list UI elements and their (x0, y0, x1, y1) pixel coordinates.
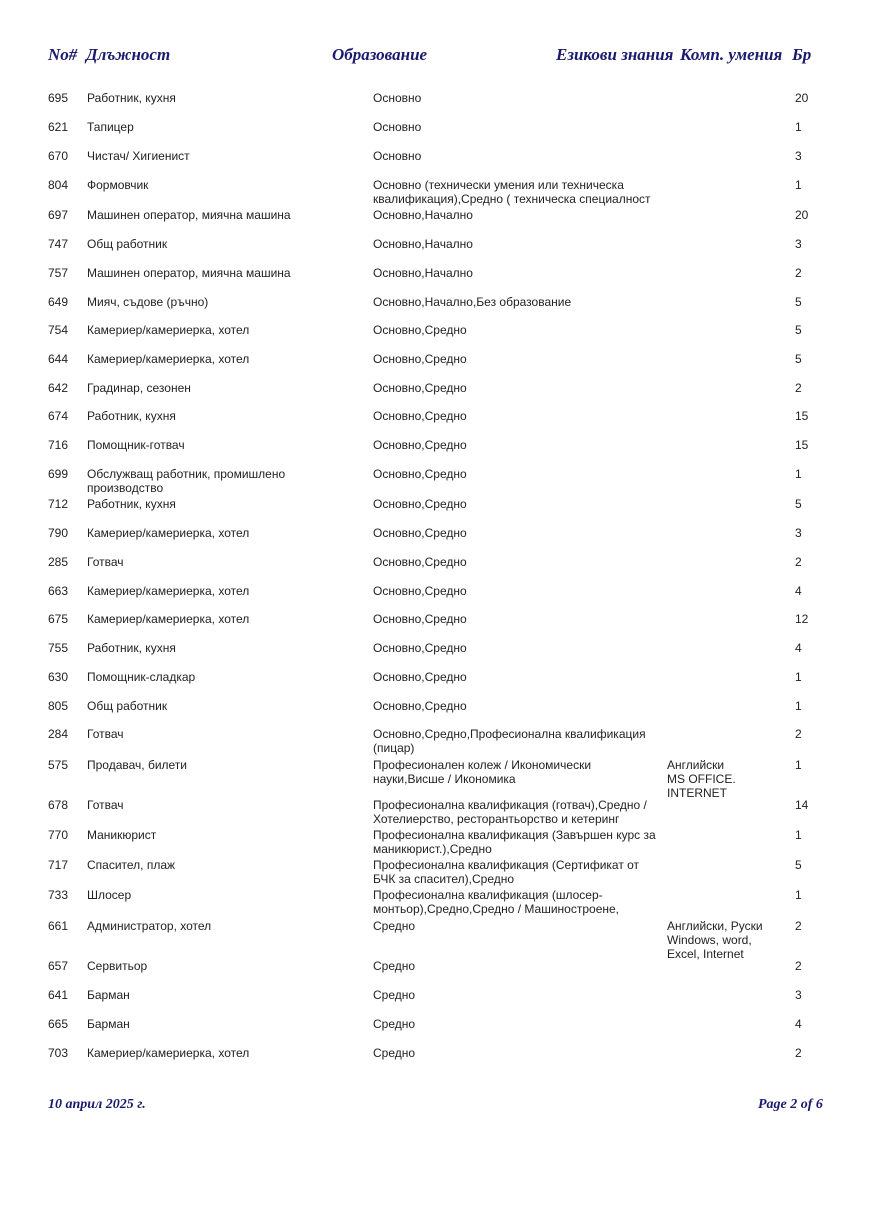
row-count: 2 (795, 919, 802, 933)
row-education: Основно,Средно (373, 641, 467, 655)
row-position: Камериер/камериерка, хотел (87, 323, 250, 337)
row-number: 804 (48, 178, 69, 192)
row-position: Продавач, билети (87, 758, 188, 772)
row-position: Работник, кухня (87, 91, 176, 105)
row-number: 716 (48, 438, 69, 452)
row-number: 621 (48, 120, 69, 134)
header-count: Бр (792, 45, 812, 64)
row-count: 2 (795, 1046, 802, 1060)
row-count: 20 (795, 208, 809, 222)
row-position: Общ работник (87, 237, 168, 251)
row-education: Професионална квалификация (шлосер- монтьор),Средно,Средно / Машиностроене, (373, 888, 620, 916)
row-education: Основно,Средно (373, 497, 467, 511)
row-skills: Английски MS OFFICE. INTERNET (667, 758, 736, 800)
row-number: 644 (48, 352, 69, 366)
row-education: Средно (373, 988, 416, 1002)
row-count: 15 (795, 409, 809, 423)
row-count: 1 (795, 888, 802, 902)
row-count: 4 (795, 641, 802, 655)
row-count: 2 (795, 959, 802, 973)
row-position: Камериер/камериерка, хотел (87, 1046, 250, 1060)
row-count: 1 (795, 670, 802, 684)
row-number: 733 (48, 888, 69, 902)
row-education: Основно,Средно (373, 352, 467, 366)
row-count: 5 (795, 497, 802, 511)
row-position: Общ работник (87, 699, 168, 713)
row-number: 665 (48, 1017, 69, 1031)
row-education: Професионален колеж / Икономически науки,Висше / Икономика (373, 758, 592, 786)
row-count: 3 (795, 237, 802, 251)
row-position: Камериер/камериерка, хотел (87, 352, 250, 366)
row-education: Основно,Средно (373, 526, 467, 540)
row-number: 678 (48, 798, 69, 812)
row-education: Средно (373, 959, 416, 973)
row-number: 284 (48, 727, 69, 741)
row-number: 642 (48, 381, 69, 395)
row-number: 703 (48, 1046, 69, 1060)
row-count: 1 (795, 758, 802, 772)
row-education: Основно (373, 91, 422, 105)
row-position: Мияч, съдове (ръчно) (87, 295, 209, 309)
row-count: 5 (795, 295, 802, 309)
row-count: 12 (795, 612, 809, 626)
row-number: 695 (48, 91, 69, 105)
row-position: Спасител, плаж (87, 858, 176, 872)
row-count: 1 (795, 467, 802, 481)
row-skills: Английски, Руски Windows, word, Excel, Internet (667, 919, 763, 961)
row-education: Основно (373, 149, 422, 163)
row-number: 790 (48, 526, 69, 540)
row-position: Работник, кухня (87, 497, 176, 511)
row-education: Основно,Средно (373, 381, 467, 395)
row-education: Основно,Средно (373, 438, 467, 452)
row-education: Основно,Начално,Без образование (373, 295, 572, 309)
header-num: No# (48, 45, 78, 64)
row-position: Барман (87, 988, 130, 1002)
row-education: Професионална квалификация (Завършен курс за маникюрист.),Средно (373, 828, 656, 856)
row-number: 575 (48, 758, 69, 772)
row-count: 4 (795, 584, 802, 598)
row-position: Готвач (87, 798, 124, 812)
row-count: 4 (795, 1017, 802, 1031)
header-languages: Езикови знания (556, 45, 674, 64)
row-number: 754 (48, 323, 69, 337)
row-position: Барман (87, 1017, 130, 1031)
row-position: Администратор, хотел (87, 919, 212, 933)
row-education: Основно,Средно,Професионална квалификация (пицар) (373, 727, 646, 755)
row-position: Машинен оператор, миячна машина (87, 208, 291, 222)
row-number: 641 (48, 988, 69, 1002)
row-count: 1 (795, 120, 802, 134)
header-position: Длъжност (86, 45, 171, 64)
row-education: Основно,Начално (373, 208, 473, 222)
row-position: Камериер/камериерка, хотел (87, 612, 250, 626)
row-count: 20 (795, 91, 809, 105)
row-number: 657 (48, 959, 69, 973)
row-number: 630 (48, 670, 69, 684)
row-number: 674 (48, 409, 69, 423)
row-position: Сервитьор (87, 959, 148, 973)
row-education: Основно (технически умения или техническа квалификация),Средно ( техническа специалност (373, 178, 651, 206)
row-number: 675 (48, 612, 69, 626)
row-count: 5 (795, 858, 802, 872)
row-number: 661 (48, 919, 69, 933)
row-number: 699 (48, 467, 69, 481)
header-computer-skills: Комп. умения (680, 45, 783, 64)
row-number: 717 (48, 858, 69, 872)
row-education: Основно,Средно (373, 467, 467, 481)
row-education: Основно,Средно (373, 584, 467, 598)
row-position: Шлосер (87, 888, 132, 902)
row-count: 3 (795, 526, 802, 540)
row-education: Основно,Средно (373, 555, 467, 569)
row-number: 755 (48, 641, 69, 655)
row-number: 712 (48, 497, 69, 511)
row-count: 5 (795, 352, 802, 366)
row-count: 2 (795, 555, 802, 569)
row-position: Помощник-сладкар (87, 670, 196, 684)
row-position: Градинар, сезонен (87, 381, 191, 395)
row-number: 285 (48, 555, 69, 569)
row-position: Готвач (87, 555, 124, 569)
row-number: 770 (48, 828, 69, 842)
row-count: 2 (795, 381, 802, 395)
row-education: Основно,Средно (373, 670, 467, 684)
footer-date: 10 април 2025 г. (48, 1097, 146, 1112)
row-education: Професионална квалификация (Сертификат от БЧК за спасител),Средно (373, 858, 640, 886)
row-education: Основно,Начално (373, 266, 473, 280)
row-position: Обслужващ работник, промишлено производство (87, 467, 286, 495)
row-position: Работник, кухня (87, 641, 176, 655)
row-number: 649 (48, 295, 69, 309)
row-education: Основно,Средно (373, 409, 467, 423)
row-number: 670 (48, 149, 69, 163)
row-count: 1 (795, 178, 802, 192)
header-education: Образование (332, 45, 428, 64)
row-count: 1 (795, 828, 802, 842)
row-count: 15 (795, 438, 809, 452)
row-position: Камериер/камериерка, хотел (87, 584, 250, 598)
row-position: Маникюрист (87, 828, 157, 842)
row-position: Готвач (87, 727, 124, 741)
row-count: 3 (795, 988, 802, 1002)
row-count: 2 (795, 727, 802, 741)
row-position: Тапицер (87, 120, 134, 134)
row-education: Средно (373, 1046, 416, 1060)
row-number: 805 (48, 699, 69, 713)
row-education: Средно (373, 1017, 416, 1031)
row-education: Основно,Средно (373, 612, 467, 626)
row-number: 747 (48, 237, 69, 251)
row-count: 3 (795, 149, 802, 163)
row-number: 697 (48, 208, 69, 222)
row-position: Камериер/камериерка, хотел (87, 526, 250, 540)
row-count: 1 (795, 699, 802, 713)
row-education: Основно,Средно (373, 699, 467, 713)
row-education: Средно (373, 919, 416, 933)
row-position: Помощник-готвач (87, 438, 185, 452)
row-position: Машинен оператор, миячна машина (87, 266, 291, 280)
row-number: 757 (48, 266, 69, 280)
row-position: Формовчик (87, 178, 149, 192)
row-education: Професионална квалификация (готвач),Средно / Хотелиерство, ресторантьорство и кетеринг (373, 798, 647, 826)
row-number: 663 (48, 584, 69, 598)
row-education: Основно,Средно (373, 323, 467, 337)
row-count: 5 (795, 323, 802, 337)
row-count: 14 (795, 798, 809, 812)
row-position: Работник, кухня (87, 409, 176, 423)
row-position: Чистач/ Хигиенист (87, 149, 190, 163)
row-education: Основно,Начално (373, 237, 473, 251)
row-count: 2 (795, 266, 802, 280)
row-education: Основно (373, 120, 422, 134)
footer-page-number: Page 2 of 6 (758, 1097, 823, 1112)
